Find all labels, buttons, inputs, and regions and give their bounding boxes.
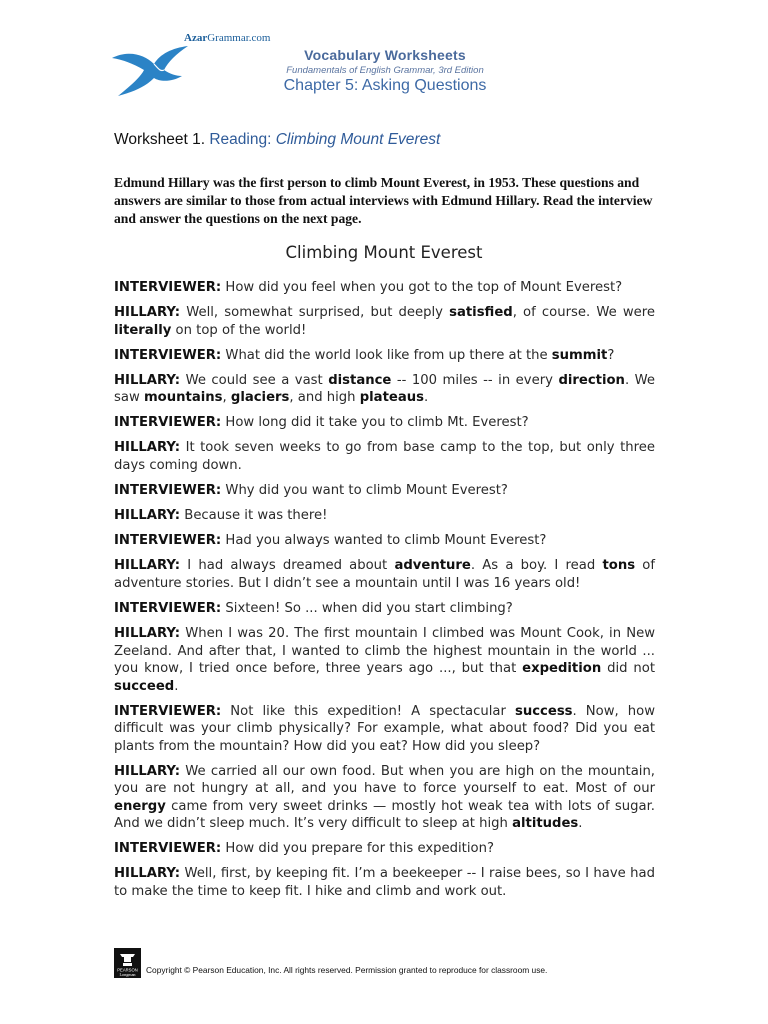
vocabulary-word: mountains: [143, 390, 223, 406]
speaker-label: HILLARY:: [114, 305, 181, 321]
dialogue-text: Because it was there!: [180, 508, 328, 524]
vocabulary-word: success: [515, 703, 573, 719]
speaker-label: HILLARY:: [114, 866, 181, 882]
dialogue-text: How did you prepare for this expedition?: [221, 841, 494, 857]
dialogue-text: When I was 20. The first mountain I climbed was Mount Cook, in New Zeeland. And after that, I wanted to climb the highest mountain in the world ... you know, I tried once before, three years ago ..., but that: [114, 626, 655, 677]
copyright-footer: Copyright © Pearson Education, Inc. All rights reserved. Permission granted to reproduce for classroom use.: [146, 965, 548, 975]
dialogue-line: [114, 482, 655, 500]
dialogue-text: ?: [607, 347, 615, 363]
dialogue-text: did not: [601, 661, 655, 677]
speaker-label: INTERVIEWER:: [114, 841, 222, 857]
dialogue-line: [114, 865, 655, 900]
pearson-logo-text: PEARSON: [117, 967, 138, 973]
vocabulary-word: adventure: [394, 558, 471, 574]
dialogue-line: [114, 347, 655, 365]
dialogue-text: How long did it take you to climb Mt. Everest?: [221, 415, 529, 431]
dialogue-text: on top of the world!: [171, 322, 307, 338]
dialogue-text: Had you always wanted to climb Mount Everest?: [221, 533, 547, 549]
dialogue-line: [114, 600, 655, 618]
dialogue-text: , of course. We were: [512, 305, 655, 321]
vocabulary-word: glaciers: [230, 390, 290, 406]
vocabulary-word: direction: [558, 372, 625, 388]
speaker-label: INTERVIEWER:: [114, 347, 222, 363]
speaker-label: HILLARY:: [114, 763, 181, 779]
dialogue-line: [114, 703, 655, 756]
dialogue-line: [114, 414, 655, 432]
vocabulary-word: plateaus: [359, 390, 424, 406]
dialogue-line: [114, 439, 655, 474]
speaker-label: HILLARY:: [114, 626, 181, 642]
dialogue-line: [114, 557, 655, 592]
logo-text: AzarGrammar.com: [184, 32, 271, 44]
vocabulary-word: altitudes: [512, 816, 579, 832]
worksheet-reading-title: Climbing Mount Everest: [275, 131, 441, 148]
dialogue-text: . Now, how difficult was your climb physically? For example, what about food? Did you eat plants from the mountain? How did you eat? How did you sleep?: [114, 703, 655, 754]
pearson-longman-logo: [114, 948, 141, 978]
worksheet-title: [114, 131, 440, 149]
dialogue-text: came from very sweet drinks — mostly hot weak tea with lots of sugar. And we didn’t sleep much. It’s very difficult to sleep at high: [114, 798, 655, 832]
dialogue-text: , and high: [289, 390, 360, 406]
dialogue-text: . We saw: [114, 372, 655, 406]
dialogue-text: .: [578, 816, 583, 832]
vocabulary-word: satisfied: [449, 305, 513, 321]
book-title: Fundamentals of English Grammar, 3rd Edition: [286, 65, 484, 76]
speaker-label: HILLARY:: [114, 372, 181, 388]
dialogue-text: Well, first, by keeping fit. I’m a beekeeper -- I raise bees, so I have had to make the time to keep fit. I hike and climb and work out.: [114, 866, 655, 899]
dialogue-text: of adventure stories. But I didn’t see a mountain until I was 16 years old!: [114, 558, 656, 591]
dialogue-line: [114, 763, 655, 833]
dialogue-text: .: [423, 390, 429, 406]
vocabulary-word: succeed: [114, 678, 175, 694]
dialogue-text: I had always dreamed about: [180, 558, 395, 574]
dialogue-text: . As a boy. I read: [470, 558, 603, 574]
vocabulary-word: summit: [551, 347, 608, 363]
vocabulary-word: energy: [114, 798, 166, 814]
dialogue-line: [114, 279, 655, 297]
speaker-label: HILLARY:: [114, 508, 181, 524]
dialogue-text: How did you feel when you got to the top of Mount Everest?: [221, 280, 623, 295]
dialogue-line: [114, 625, 655, 695]
story-title: Climbing Mount Everest: [285, 243, 483, 262]
dialogue-text: Sixteen! So ... when did you start climbing?: [221, 600, 513, 616]
dialogue-line: [114, 372, 655, 407]
speaker-label: HILLARY:: [114, 558, 181, 574]
speaker-label: INTERVIEWER:: [114, 280, 222, 295]
worksheet-section: Reading:: [209, 131, 272, 148]
vocabulary-word: expedition: [522, 661, 602, 677]
longman-logo-text: Longman: [119, 972, 136, 977]
vocabulary-word: tons: [602, 558, 636, 574]
dialogue-text: Not like this expedition! A spectacular: [221, 703, 515, 719]
dialogue-text: ,: [222, 390, 231, 406]
speaker-label: INTERVIEWER:: [114, 703, 222, 719]
dialogue-text: We could see a vast: [180, 372, 329, 388]
speaker-label: INTERVIEWER:: [114, 600, 222, 616]
dialogue-text: What did the world look like from up there at the: [221, 347, 552, 363]
dialogue-line: [114, 304, 655, 339]
interview-dialogue: [114, 279, 655, 908]
dialogue-text: .: [174, 678, 179, 694]
dialogue-text: Well, somewhat surprised, but deeply: [180, 305, 450, 321]
speaker-label: INTERVIEWER:: [114, 483, 222, 499]
dialogue-text: -- 100 miles -- in every: [391, 372, 559, 388]
dialogue-line: [114, 840, 655, 858]
dialogue-line: [114, 532, 655, 550]
vocabulary-word: literally: [114, 322, 172, 338]
dialogue-text: We carried all our own food. But when you are high on the mountain, you are not hungry at all, and you have to force yourself to eat. Most of our: [114, 763, 655, 797]
chapter-title: Chapter 5: Asking Questions: [283, 77, 487, 94]
speaker-label: INTERVIEWER:: [114, 415, 222, 431]
vocabulary-word: distance: [328, 372, 392, 388]
dialogue-text: Why did you want to climb Mount Everest?: [221, 483, 508, 499]
series-title: Vocabulary Worksheets: [304, 47, 466, 63]
worksheet-number: Worksheet 1.: [114, 131, 206, 148]
bird-icon: [110, 40, 190, 98]
intro-paragraph: Edmund Hillary was the first person to climb Mount Everest, in 1953. These questions and answers are similar to those from actual interviews with Edmund Hillary. Read the interview and answer the questions on the next page.: [114, 175, 653, 226]
speaker-label: INTERVIEWER:: [114, 533, 222, 549]
dialogue-text: It took seven weeks to go from base camp to the top, but only three days coming down.: [114, 440, 655, 473]
speaker-label: HILLARY:: [114, 440, 181, 456]
dialogue-line: [114, 507, 655, 525]
